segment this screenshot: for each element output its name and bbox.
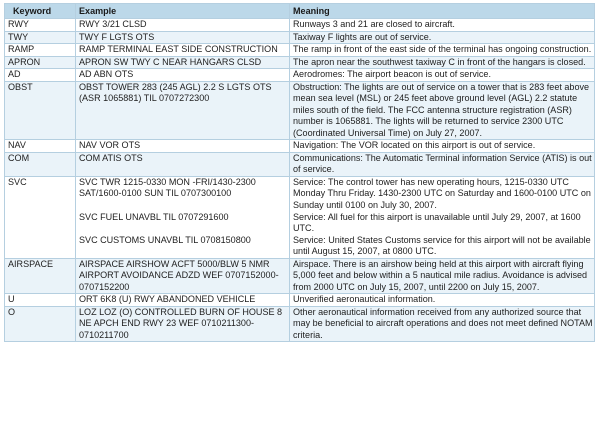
example-text: NAV VOR OTS	[79, 140, 141, 150]
example-text: COM ATIS OTS	[79, 152, 143, 163]
example-cell	[76, 56, 290, 69]
keyword-cell: COM	[5, 152, 76, 176]
example-text: RWY 3/21 CLSD	[79, 19, 147, 29]
table-row	[5, 294, 595, 307]
meaning-text: Airspace. There is an airshow being held at this airport with aircraft flying 5,000 feet and below within a 5 nautical mile radius. Avoidance is advised from 2000 UTC on July 15, 2007, until 2200 on July 15, 2007.	[293, 258, 588, 292]
table-header	[5, 4, 595, 19]
table-row	[5, 176, 595, 258]
meaning-cell	[290, 44, 595, 57]
example-cell	[76, 176, 290, 258]
keyword-cell: U	[5, 294, 76, 307]
meaning-cell	[290, 176, 595, 258]
meaning-cell	[290, 152, 595, 176]
example-text: ORT 6K8 (U) RWY ABANDONED VEHICLE	[79, 294, 256, 304]
meaning-cell	[290, 294, 595, 307]
example-text: SVC CUSTOMS UNAVBL TIL 0708150800	[79, 234, 251, 245]
table-row	[5, 56, 595, 69]
example-cell	[76, 31, 290, 44]
keyword-cell: OBST	[5, 81, 76, 140]
example-text: TWY F LGTS OTS	[79, 31, 155, 42]
meaning-text: Other aeronautical information received from any authorized source that may be beneficial to aircraft operations and does not meet defined NOTAM criteria.	[293, 306, 593, 340]
table-row	[5, 81, 595, 140]
example-text: OBST TOWER 283 (245 AGL) 2.2 S LGTS OTS (ASR 1065881) TIL 0707272300	[79, 81, 272, 103]
meaning-text: Runways 3 and 21 are closed to aircraft.	[293, 19, 455, 29]
keyword-cell: RAMP	[5, 44, 76, 57]
meaning-cell	[290, 81, 595, 140]
meaning-text: Unverified aeronautical information.	[293, 294, 436, 304]
example-cell	[76, 44, 290, 57]
keyword-cell: SVC	[5, 176, 76, 258]
example-text: SVC TWR 1215-0330 MON -FRI/1430-2300 SAT/1600-0100 SUN TIL 0707300100	[79, 176, 256, 198]
keyword-column-header: Keyword	[5, 4, 76, 19]
meaning-text: Taxiway F lights are out of service.	[293, 31, 432, 42]
table-row	[5, 258, 595, 294]
example-text: APRON SW TWY C NEAR HANGARS CLSD	[79, 56, 262, 67]
meaning-text: The apron near the southwest taxiway C in front of the hangars is closed.	[293, 56, 586, 67]
example-cell	[76, 258, 290, 294]
example-text: LOZ LOZ (O) CONTROLLED BURN OF HOUSE 8 NE APCH END RWY 23 WEF 0710211300-0710211700	[79, 306, 283, 340]
meaning-cell	[290, 19, 595, 32]
meaning-text: Obstruction: The lights are out of service on a tower that is 283 feet above mean sea level (MSL) or 245 feet above ground level (AGL) 2.2 statute miles south of the field. The FCC antenna structure registration (ASR) number is 1065881. The lights will be returned to service 2300 UTC (Coordinated Universal Time) on July 27, 2007.	[293, 81, 590, 138]
example-text: AIRSPACE AIRSHOW ACFT 5000/BLW 5 NMR AIRPORT AVOIDANCE ADZD WEF 0707152000-0707152200	[79, 258, 279, 292]
meaning-text: Communications: The Automatic Terminal information Service (ATIS) is out of service.	[293, 152, 592, 174]
meaning-cell	[290, 140, 595, 153]
keyword-cell: TWY	[5, 31, 76, 44]
header-row	[5, 4, 595, 19]
table-row	[5, 306, 595, 342]
table-row	[5, 19, 595, 32]
meaning-cell	[290, 69, 595, 82]
meaning-cell	[290, 31, 595, 44]
example-column-header: Example	[76, 4, 290, 19]
example-cell	[76, 140, 290, 153]
meaning-cell	[290, 258, 595, 294]
example-text: RAMP TERMINAL EAST SIDE CONSTRUCTION	[79, 44, 278, 54]
example-cell	[76, 69, 290, 82]
notam-keyword-table	[4, 3, 595, 342]
example-text: AD ABN OTS	[79, 69, 134, 79]
keyword-cell: APRON	[5, 56, 76, 69]
meaning-text: The ramp in front of the east side of the terminal has ongoing construction.	[293, 44, 592, 54]
keyword-cell: RWY	[5, 19, 76, 32]
meaning-cell	[290, 306, 595, 342]
example-cell	[76, 19, 290, 32]
table-row	[5, 140, 595, 153]
keyword-cell: O	[5, 306, 76, 342]
keyword-cell: NAV	[5, 140, 76, 153]
example-cell	[76, 306, 290, 342]
notam-keyword-table-container	[4, 3, 594, 342]
table-row	[5, 69, 595, 82]
table-row	[5, 31, 595, 44]
table-row	[5, 152, 595, 176]
example-cell	[76, 81, 290, 140]
keyword-cell: AD	[5, 69, 76, 82]
meaning-text: Service: United States Customs service for this airport will not be available until August 15, 2007, at 0800 UTC.	[293, 234, 591, 256]
table-body	[5, 19, 595, 342]
meaning-cell	[290, 56, 595, 69]
meaning-text: Service: The control tower has new operating hours, 1215-0330 UTC Monday Thru Friday. 1430-2300 UTC on Saturday and 1600-0100 UTC on Sunday until 0100 on July 30, 2007.	[293, 176, 591, 210]
meaning-text: Aerodromes: The airport beacon is out of service.	[293, 69, 491, 79]
example-cell	[76, 294, 290, 307]
meaning-text: Service: All fuel for this airport is unavailable until July 29, 2007, at 1600 UTC.	[293, 211, 581, 233]
example-cell	[76, 152, 290, 176]
example-text: SVC FUEL UNAVBL TIL 0707291600	[79, 211, 229, 222]
keyword-cell: AIRSPACE	[5, 258, 76, 294]
meaning-text: Navigation: The VOR located on this airport is out of service.	[293, 140, 536, 150]
table-row	[5, 44, 595, 57]
meaning-column-header: Meaning	[290, 4, 595, 19]
